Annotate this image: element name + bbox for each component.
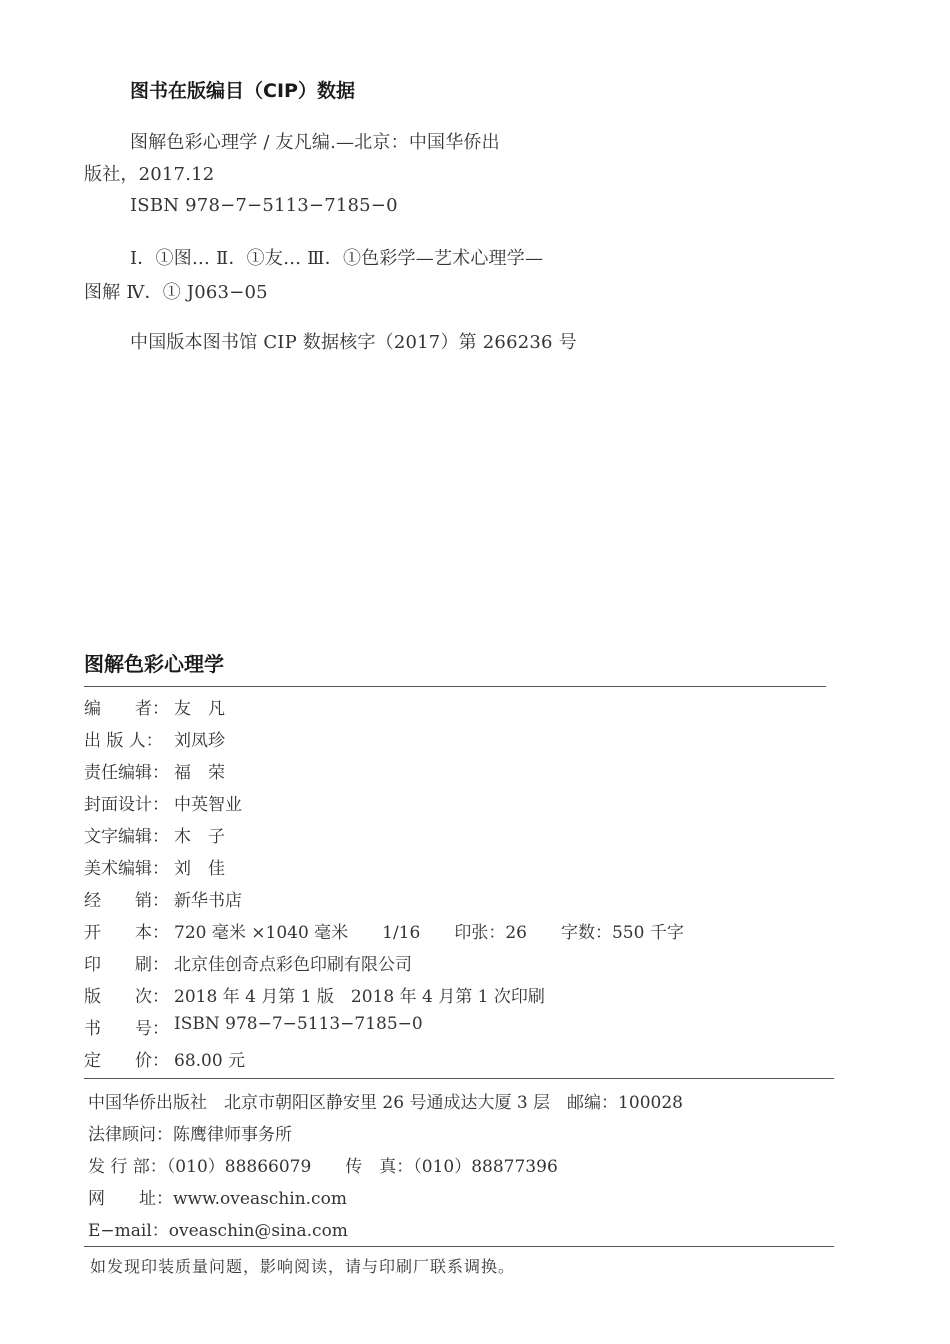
cip-heading: 图书在版编目（CIP）数据	[130, 80, 355, 102]
credit-value: 刘 佳	[174, 859, 225, 879]
credit-value: 福 荣	[174, 763, 225, 783]
credit-value: ISBN 978−7−5113−7185−0	[174, 1014, 423, 1034]
credit-value: 中英智业	[174, 795, 242, 815]
credit-label: 印 刷：	[84, 955, 169, 975]
cip-line: 版社，2017.12	[84, 164, 215, 185]
credit-label: 开 本：	[84, 923, 169, 943]
credit-value: 720 毫米 ×1040 毫米 1/16 印张：26 字数：550 千字	[174, 923, 684, 943]
divider	[84, 1078, 834, 1079]
credit-value: 2018 年 4 月第 1 版 2018 年 4 月第 1 次印刷	[174, 987, 545, 1007]
credit-label: 责任编辑：	[84, 763, 169, 783]
cip-line: ISBN 978−7−5113−7185−0	[130, 195, 398, 216]
credit-label: 书 号：	[84, 1019, 169, 1039]
credit-label: 版 次：	[84, 987, 169, 1007]
cip-line: 图解色彩心理学 / 友凡编.—北京：中国华侨出	[130, 132, 500, 153]
credit-value: 北京佳创奇点彩色印刷有限公司	[174, 955, 412, 975]
legal-counsel: 法律顾问：陈鹰律师事务所	[88, 1125, 292, 1145]
website: 网 址：www.oveaschin.com	[88, 1189, 347, 1209]
email: E−mail：oveaschin@sina.com	[88, 1221, 348, 1241]
book-title: 图解色彩心理学	[84, 652, 224, 676]
credit-value: 木 子	[174, 827, 225, 847]
distribution-contact: 发 行 部：（010）88866079 传 真：（010）88877396	[88, 1157, 558, 1177]
quality-notice: 如发现印装质量问题，影响阅读，请与印刷厂联系调换。	[90, 1257, 516, 1276]
credit-label: 出 版 人：	[84, 731, 163, 751]
credit-value: 68.00 元	[174, 1051, 246, 1071]
credit-value: 友 凡	[174, 699, 225, 719]
credit-value: 新华书店	[174, 891, 242, 911]
cip-line: 图解 Ⅳ．① J063−05	[84, 282, 268, 303]
cip-line: Ⅰ．①图… Ⅱ．①友… Ⅲ．①色彩学—艺术心理学—	[130, 248, 544, 269]
credit-label: 美术编辑：	[84, 859, 169, 879]
credit-label: 封面设计：	[84, 795, 169, 815]
credit-label: 编 者：	[84, 699, 169, 719]
divider	[84, 1246, 834, 1247]
credit-label: 文字编辑：	[84, 827, 169, 847]
credit-label: 定 价：	[84, 1051, 169, 1071]
credit-label: 经 销：	[84, 891, 169, 911]
divider	[84, 686, 826, 687]
publisher-address: 中国华侨出版社 北京市朝阳区静安里 26 号通成达大厦 3 层 邮编：100028	[88, 1093, 683, 1113]
credit-value: 刘凤珍	[174, 731, 225, 751]
cip-record-number: 中国版本图书馆 CIP 数据核字（2017）第 266236 号	[130, 332, 577, 353]
